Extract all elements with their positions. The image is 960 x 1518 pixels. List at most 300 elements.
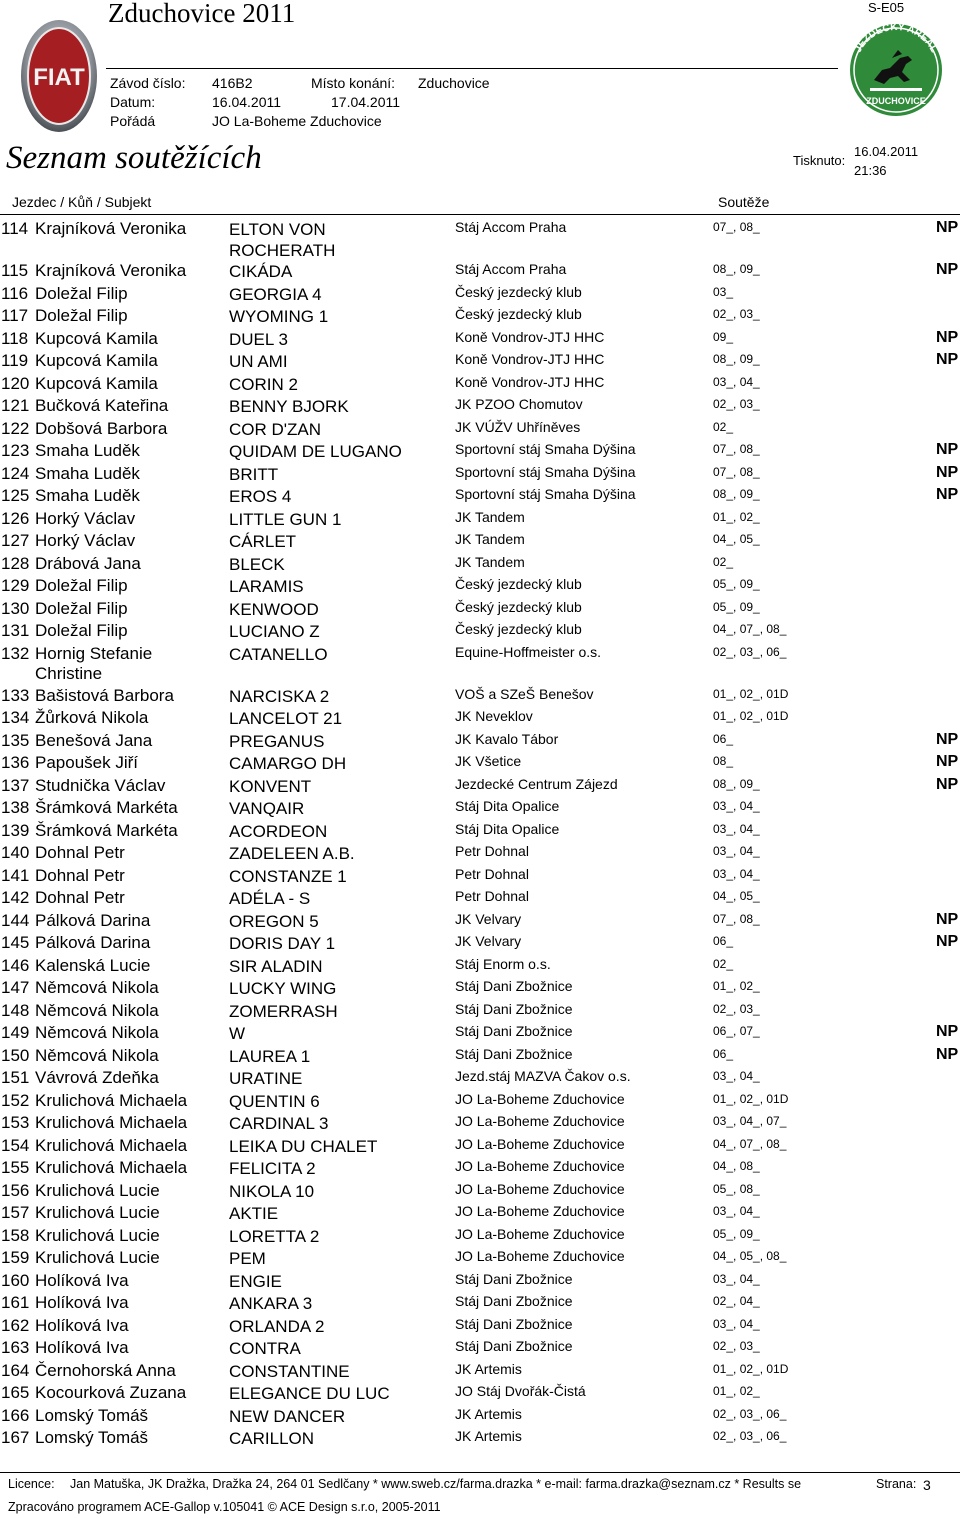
start-number: 151 xyxy=(1,1068,30,1087)
horse-name xyxy=(229,306,328,327)
horse-name-line: ORLANDA 2 xyxy=(229,1316,325,1336)
entrant-row xyxy=(0,484,960,507)
rider-name-line: Němcová Nikola xyxy=(35,1045,159,1065)
entrant-row xyxy=(0,304,960,327)
rider-name xyxy=(35,441,140,461)
horse-name xyxy=(229,1068,302,1089)
rider-name xyxy=(35,956,150,976)
rider-name xyxy=(35,464,140,484)
rider-name-line: Smaha Luděk xyxy=(35,486,140,505)
entrant-row xyxy=(0,259,960,282)
entrant-row xyxy=(0,394,960,417)
start-number: 120 xyxy=(1,373,30,393)
horse-name-line: LUCIANO Z xyxy=(229,622,320,641)
header-divider xyxy=(106,68,838,69)
rider-name xyxy=(35,554,141,574)
start-number: 144 xyxy=(1,910,30,930)
rider-name-line: Papoušek Jiří xyxy=(35,753,138,772)
horse-name-line: QUENTIN 6 xyxy=(229,1091,320,1111)
horse-name xyxy=(229,1406,345,1427)
entrant-row xyxy=(0,462,960,485)
start-number: 141 xyxy=(1,865,30,885)
horse-name xyxy=(229,1383,390,1404)
rider-name xyxy=(35,1203,160,1223)
club-name: Jezdecké Centrum Zájezd xyxy=(455,775,618,792)
rider-name xyxy=(35,866,125,886)
entrant-row xyxy=(0,217,960,259)
rider-name xyxy=(35,1136,187,1156)
rider-name-line: Němcová Nikola xyxy=(35,1000,159,1020)
horse-name xyxy=(229,1338,301,1359)
rider-name-line: Vávrová Zdeňka xyxy=(35,1068,159,1087)
rider-name xyxy=(35,351,158,371)
horse-name xyxy=(229,731,324,752)
rider-name xyxy=(35,1316,129,1336)
horse-name xyxy=(229,329,288,350)
rider-name xyxy=(35,911,150,931)
horse-name xyxy=(229,531,296,552)
horse-name-line: CONTRA xyxy=(229,1339,301,1358)
club-name: Stáj Dani Zbožnice xyxy=(455,1338,573,1354)
list-title: Seznam soutěžících xyxy=(6,140,262,176)
rider-name xyxy=(35,1068,159,1088)
document-title: Zduchovice 2011 xyxy=(108,0,296,28)
entrant-row xyxy=(0,796,960,819)
horse-name xyxy=(229,441,402,462)
rider-name xyxy=(35,1091,187,1111)
competitions: 03_, 04_ xyxy=(713,1316,760,1331)
np-flag: NP xyxy=(936,753,959,770)
rider-name-line: Dohnal Petr xyxy=(35,843,125,862)
competitions: 04_, 05_ xyxy=(713,889,760,903)
np-flag: NP xyxy=(936,1023,959,1040)
horse-name-line: AKTIE xyxy=(229,1204,279,1223)
horse-name xyxy=(229,933,335,954)
start-number: 131 xyxy=(1,621,30,640)
start-number: 147 xyxy=(1,978,30,997)
horse-name-line: CATANELLO xyxy=(229,644,328,664)
club-name: JK Kavalo Tábor xyxy=(455,730,559,747)
start-number: 139 xyxy=(1,820,30,840)
licence-text: Jan Matuška, JK Dražka, Dražka 24, 264 01 Sedlčany * www.sweb.cz/farma.drazka * e-mail: farma.drazka@seznam.cz * Results se xyxy=(70,1477,802,1491)
horse-name xyxy=(229,1316,324,1337)
entrant-row xyxy=(0,1201,960,1224)
start-number: 142 xyxy=(1,888,30,907)
competitions: 02_, 04_ xyxy=(713,1294,760,1308)
club-name: JO Stáj Dvořák-Čistá xyxy=(455,1383,586,1399)
horse-name-line: BRITT xyxy=(229,464,279,484)
competitions: 02_ xyxy=(713,419,734,434)
rider-name-line: Holíková Iva xyxy=(35,1315,129,1335)
rider-name xyxy=(35,396,168,416)
page-number: 3 xyxy=(923,1477,931,1493)
rider-name-line: Krulichová Michaela xyxy=(35,1090,188,1110)
rider-name-line: Doležal Filip xyxy=(35,598,128,618)
horse-name-line: LORETTA 2 xyxy=(229,1226,320,1246)
competitions: 04_, 05_ xyxy=(713,532,760,546)
horse-name-line: LAUREA 1 xyxy=(229,1046,311,1066)
club-name: Český jezdecký klub xyxy=(455,306,582,322)
fiat-logo-text: FIAT xyxy=(33,64,85,91)
competitions: 02_ xyxy=(713,956,734,971)
rider-name-line: Kupcová Kamila xyxy=(35,328,158,348)
competitions: 08_, 09_ xyxy=(713,352,760,366)
rider-name-line: Krajníková Veronika xyxy=(35,219,187,238)
rider-name xyxy=(35,644,152,684)
competitions: 03_, 04_ xyxy=(713,1204,760,1218)
entrant-row xyxy=(0,372,960,395)
club-name: Stáj Dani Zbožnice xyxy=(455,1293,573,1309)
rider-name-line: Holíková Iva xyxy=(35,1270,129,1290)
horse-name xyxy=(229,486,291,507)
rider-name xyxy=(35,708,148,728)
rider-name-line: Kupcová Kamila xyxy=(35,351,158,370)
club-name: Český jezdecký klub xyxy=(455,621,582,637)
horse-name-line: CÁRLET xyxy=(229,532,297,551)
rider-name xyxy=(35,843,125,863)
horse-name xyxy=(229,956,323,977)
rider-name xyxy=(35,776,165,796)
club-name: VOŠ a SZeŠ Benešov xyxy=(455,685,594,702)
horse-name xyxy=(229,1136,377,1157)
rider-name-line: Smaha Luděk xyxy=(35,441,140,460)
horse-name xyxy=(229,1226,319,1247)
competitions: 07_, 08_ xyxy=(713,220,760,234)
club-name: JK Všetice xyxy=(455,753,522,769)
club-name: JK Artemis xyxy=(455,1405,522,1422)
club-name: Stáj Dani Zbožnice xyxy=(455,1000,573,1017)
fiat-logo xyxy=(18,18,100,136)
footer-divider xyxy=(0,1472,960,1473)
entrant-row xyxy=(0,1426,960,1449)
horse-name xyxy=(229,419,321,440)
rider-name xyxy=(35,978,159,998)
horse-name xyxy=(229,1023,245,1044)
event-number: 416B2 xyxy=(212,75,253,91)
club-name: Český jezdecký klub xyxy=(455,283,582,300)
np-flag: NP xyxy=(936,219,959,236)
rider-name xyxy=(35,329,158,349)
horse-name-line: CARILLON xyxy=(229,1429,315,1448)
club-name: JK PZOO Chomutov xyxy=(455,396,583,412)
competitions: 02_, 03_ xyxy=(713,1001,760,1016)
entrant-row xyxy=(0,1269,960,1292)
rider-name-line: Studnička Václav xyxy=(35,775,166,795)
start-number: 161 xyxy=(1,1293,30,1312)
horse-name-line: W xyxy=(229,1024,246,1043)
entrant-row xyxy=(0,1381,960,1404)
horse-name-line: GEORGIA 4 xyxy=(229,284,322,304)
competitions: 04_, 07_, 08_ xyxy=(713,1136,787,1151)
rider-name-line: Horký Václav xyxy=(35,508,136,528)
club-name: Stáj Dani Zbožnice xyxy=(455,978,573,994)
club-name: JO La-Boheme Zduchovice xyxy=(455,1203,625,1219)
competitions: 02_, 03_, 06_ xyxy=(713,1406,787,1421)
start-number: 129 xyxy=(1,576,30,595)
competitions: 02_ xyxy=(713,554,734,569)
competitions: 01_, 02_, 01D xyxy=(713,1361,789,1376)
club-name: JK Tandem xyxy=(455,553,525,570)
horse-name xyxy=(229,1248,266,1269)
start-number: 127 xyxy=(1,531,30,550)
start-number: 154 xyxy=(1,1135,30,1155)
start-number: 159 xyxy=(1,1248,30,1267)
horse-name xyxy=(229,1361,350,1382)
horse-name-line: LANCELOT 21 xyxy=(229,709,343,728)
horse-name-line: KONVENT xyxy=(229,776,312,796)
competitions: 06_ xyxy=(713,1046,734,1061)
rider-name-line: Drábová Jana xyxy=(35,553,141,573)
entrant-row xyxy=(0,684,960,707)
rider-name-line: Lomský Tomáš xyxy=(35,1405,149,1425)
rider-name xyxy=(35,731,152,751)
competitions: 04_, 07_, 08_ xyxy=(713,622,787,636)
horse-name-line: URATINE xyxy=(229,1069,303,1088)
rider-name xyxy=(35,1001,159,1021)
horse-name-line: ACORDEON xyxy=(229,821,328,841)
club-name: JK Velvary xyxy=(455,910,522,927)
club-name: JK Tandem xyxy=(455,531,525,547)
rider-name xyxy=(35,1113,187,1133)
club-name: Sportovní stáj Smaha Dýšina xyxy=(455,463,636,480)
rider-name-line: Krulichová Lucie xyxy=(35,1225,160,1245)
horse-name-line: LARAMIS xyxy=(229,577,304,596)
entrant-row xyxy=(0,1156,960,1179)
rider-name-line: Dohnal Petr xyxy=(35,888,125,907)
rider-name-line: Doležal Filip xyxy=(35,283,128,303)
horse-name-line: QUIDAM DE LUGANO xyxy=(229,442,402,461)
start-number: 121 xyxy=(1,396,30,415)
competitions: 08_, 09_ xyxy=(713,776,760,791)
organizer-label: Pořádá xyxy=(110,113,156,129)
horse-name-line: FELICITA 2 xyxy=(229,1159,316,1178)
competitions: 01_, 02_, 01D xyxy=(713,1091,789,1106)
rider-name xyxy=(35,261,186,281)
competitions: 01_, 02_, 01D xyxy=(713,709,789,723)
club-name: Český jezdecký klub xyxy=(455,598,582,615)
club-name: Sportovní stáj Smaha Dýšina xyxy=(455,486,636,502)
start-number: 132 xyxy=(1,643,30,663)
entrant-row xyxy=(0,1021,960,1044)
rider-name xyxy=(35,798,178,818)
competitions: 08_ xyxy=(713,754,734,768)
start-number: 145 xyxy=(1,933,30,952)
start-number: 138 xyxy=(1,798,30,817)
start-number: 149 xyxy=(1,1023,30,1042)
rider-name-line: Lomský Tomáš xyxy=(35,1428,149,1447)
organizer: JO La-Boheme Zduchovice xyxy=(212,113,382,129)
horse-name-line: ZOMERRASH xyxy=(229,1001,338,1021)
rider-name xyxy=(35,753,138,773)
horse-name-line: ANKARA 3 xyxy=(229,1294,313,1313)
competitions: 01_, 02_, 01D xyxy=(713,686,789,701)
horse-name xyxy=(229,599,319,620)
start-number: 133 xyxy=(1,685,30,705)
start-number: 165 xyxy=(1,1383,30,1402)
horse-name xyxy=(229,621,320,642)
entrant-row xyxy=(0,417,960,440)
horse-name xyxy=(229,1158,316,1179)
horse-name xyxy=(229,1113,329,1134)
np-flag: NP xyxy=(936,486,959,503)
printed-label: Tisknuto: xyxy=(793,153,846,168)
rider-name xyxy=(35,509,135,529)
club-name: JO La-Boheme Zduchovice xyxy=(455,1113,625,1129)
np-flag: NP xyxy=(936,910,959,928)
rider-name xyxy=(35,1383,186,1403)
competitions: 03_, 04_ xyxy=(713,799,760,813)
rider-name-line: Hornig Stefanie xyxy=(35,643,153,663)
competitions: 04_, 08_ xyxy=(713,1159,760,1173)
club-name: JK Neveklov xyxy=(455,708,533,724)
start-number: 155 xyxy=(1,1158,30,1177)
start-number: 158 xyxy=(1,1225,30,1245)
horse-name xyxy=(229,1046,310,1067)
horse-name xyxy=(229,1001,338,1022)
start-number: 128 xyxy=(1,553,30,573)
rider-name xyxy=(35,1226,160,1246)
rider-name-line: Dohnal Petr xyxy=(35,865,125,885)
venue: Zduchovice xyxy=(418,75,490,91)
entrant-row xyxy=(0,976,960,999)
horse-name xyxy=(229,866,347,887)
horse-name xyxy=(229,1428,314,1449)
horse-name-line: LEIKA DU CHALET xyxy=(229,1136,378,1156)
rider-name-line: Doležal Filip xyxy=(35,576,128,595)
entrant-row xyxy=(0,327,960,350)
rider-name-line: Němcová Nikola xyxy=(35,1023,159,1042)
np-flag: NP xyxy=(936,1045,959,1063)
entrant-row xyxy=(0,1404,960,1427)
rider-name-line: Krulichová Lucie xyxy=(35,1248,160,1267)
entrant-row xyxy=(0,439,960,462)
horse-name-line: DUEL 3 xyxy=(229,329,288,349)
horse-name xyxy=(229,776,311,797)
entrant-row xyxy=(0,819,960,842)
rider-name-line: Černohorská Anna xyxy=(35,1360,176,1380)
document-code: S-E05 xyxy=(868,0,905,15)
entrant-row xyxy=(0,886,960,909)
horse-name-line: ADÉLA - S xyxy=(229,889,311,908)
entrant-row xyxy=(0,1179,960,1202)
start-number: 134 xyxy=(1,708,30,727)
rider-name xyxy=(35,621,128,641)
entrant-row xyxy=(0,1111,960,1134)
rider-name-line: Holíková Iva xyxy=(35,1338,129,1357)
entrant-row xyxy=(0,1359,960,1382)
competitions: 06_, 07_ xyxy=(713,1024,760,1038)
club-name: Stáj Dita Opalice xyxy=(455,820,560,837)
rider-name xyxy=(35,1023,159,1043)
competitions: 02_, 03_, 06_ xyxy=(713,644,787,659)
entrant-row xyxy=(0,1291,960,1314)
horse-name xyxy=(229,911,319,932)
club-name: JO La-Boheme Zduchovice xyxy=(455,1225,625,1242)
club-name: JO La-Boheme Zduchovice xyxy=(455,1248,625,1264)
horse-name-line: ELEGANCE DU LUC xyxy=(229,1384,390,1403)
rider-name xyxy=(35,1181,160,1201)
horse-name-line: COR D'ZAN xyxy=(229,419,322,439)
horse-name xyxy=(229,821,327,842)
entrant-row xyxy=(0,841,960,864)
horse-name xyxy=(229,753,346,774)
rider-name-line: Krajníková Veronika xyxy=(35,261,187,280)
horse-name xyxy=(229,576,304,597)
start-number: 117 xyxy=(1,306,29,325)
rider-name xyxy=(35,1338,129,1358)
competitions: 07_, 08_ xyxy=(713,442,760,456)
horse-name xyxy=(229,1271,282,1292)
competitions: 02_, 03_ xyxy=(713,307,760,321)
horse-name xyxy=(229,708,342,729)
rider-name xyxy=(35,686,174,706)
competitions: 03_ xyxy=(713,284,734,299)
licence-label: Licence: xyxy=(8,1477,55,1491)
entrant-row xyxy=(0,774,960,797)
start-number: 119 xyxy=(1,351,29,370)
competitions: 02_, 03_ xyxy=(713,1339,760,1353)
start-number: 150 xyxy=(1,1045,30,1065)
rider-name-line: Pálková Darina xyxy=(35,933,151,952)
entrant-row xyxy=(0,1134,960,1157)
rider-name-line: Doležal Filip xyxy=(35,621,128,640)
horse-name-line: KENWOOD xyxy=(229,599,319,619)
horse-name-line: PREGANUS xyxy=(229,731,325,751)
horse-name xyxy=(229,1203,278,1224)
entrant-row xyxy=(0,349,960,372)
horse-name xyxy=(229,554,285,575)
start-number: 135 xyxy=(1,730,30,750)
horse-name-line: CONSTANZE 1 xyxy=(229,866,347,886)
horse-name-line: DORIS DAY 1 xyxy=(229,934,336,953)
rider-name-line: Šrámková Markéta xyxy=(35,820,178,840)
club-name: JK VÚŽV Uhříněves xyxy=(455,418,581,435)
club-name: Petr Dohnal xyxy=(455,865,529,882)
horse-name-line: CORIN 2 xyxy=(229,374,298,394)
horse-name-line: EROS 4 xyxy=(229,487,292,506)
club-name: Stáj Dani Zbožnice xyxy=(455,1270,573,1287)
competitions: 03_, 04_ xyxy=(713,374,760,389)
rider-name xyxy=(35,1406,148,1426)
entrant-row xyxy=(0,507,960,530)
horse-name-line: LITTLE GUN 1 xyxy=(229,509,342,529)
rider-name-line: Kocourková Zuzana xyxy=(35,1383,187,1402)
horse-name-line: ELTON VON xyxy=(229,220,326,239)
start-number: 125 xyxy=(1,486,30,505)
rider-name xyxy=(35,1248,160,1268)
entrant-row xyxy=(0,552,960,575)
start-number: 115 xyxy=(1,261,29,280)
event-number-label: Závod číslo: xyxy=(110,75,186,91)
horse-name xyxy=(229,1293,312,1314)
competitions: 06_ xyxy=(713,731,734,746)
club-name: Koně Vondrov-JTJ HHC xyxy=(455,328,605,345)
horse-name xyxy=(229,509,341,530)
column-header-divider xyxy=(0,214,960,215)
logo-arc-text: JEZDECKÝ AREÁL xyxy=(852,21,940,55)
rider-name xyxy=(35,599,128,619)
horse-name xyxy=(229,219,335,261)
competitions: 04_, 05_, 08_ xyxy=(713,1249,787,1263)
np-flag: NP xyxy=(936,933,959,950)
entrant-list xyxy=(0,217,960,1449)
rider-name-line: Holíková Iva xyxy=(35,1293,129,1312)
horse-name xyxy=(229,396,349,417)
rider-name-line: Benešová Jana xyxy=(35,730,153,750)
rider-name-line: Christine xyxy=(35,663,103,683)
horse-name xyxy=(229,644,328,665)
competitions: 05_, 09_ xyxy=(713,599,760,614)
